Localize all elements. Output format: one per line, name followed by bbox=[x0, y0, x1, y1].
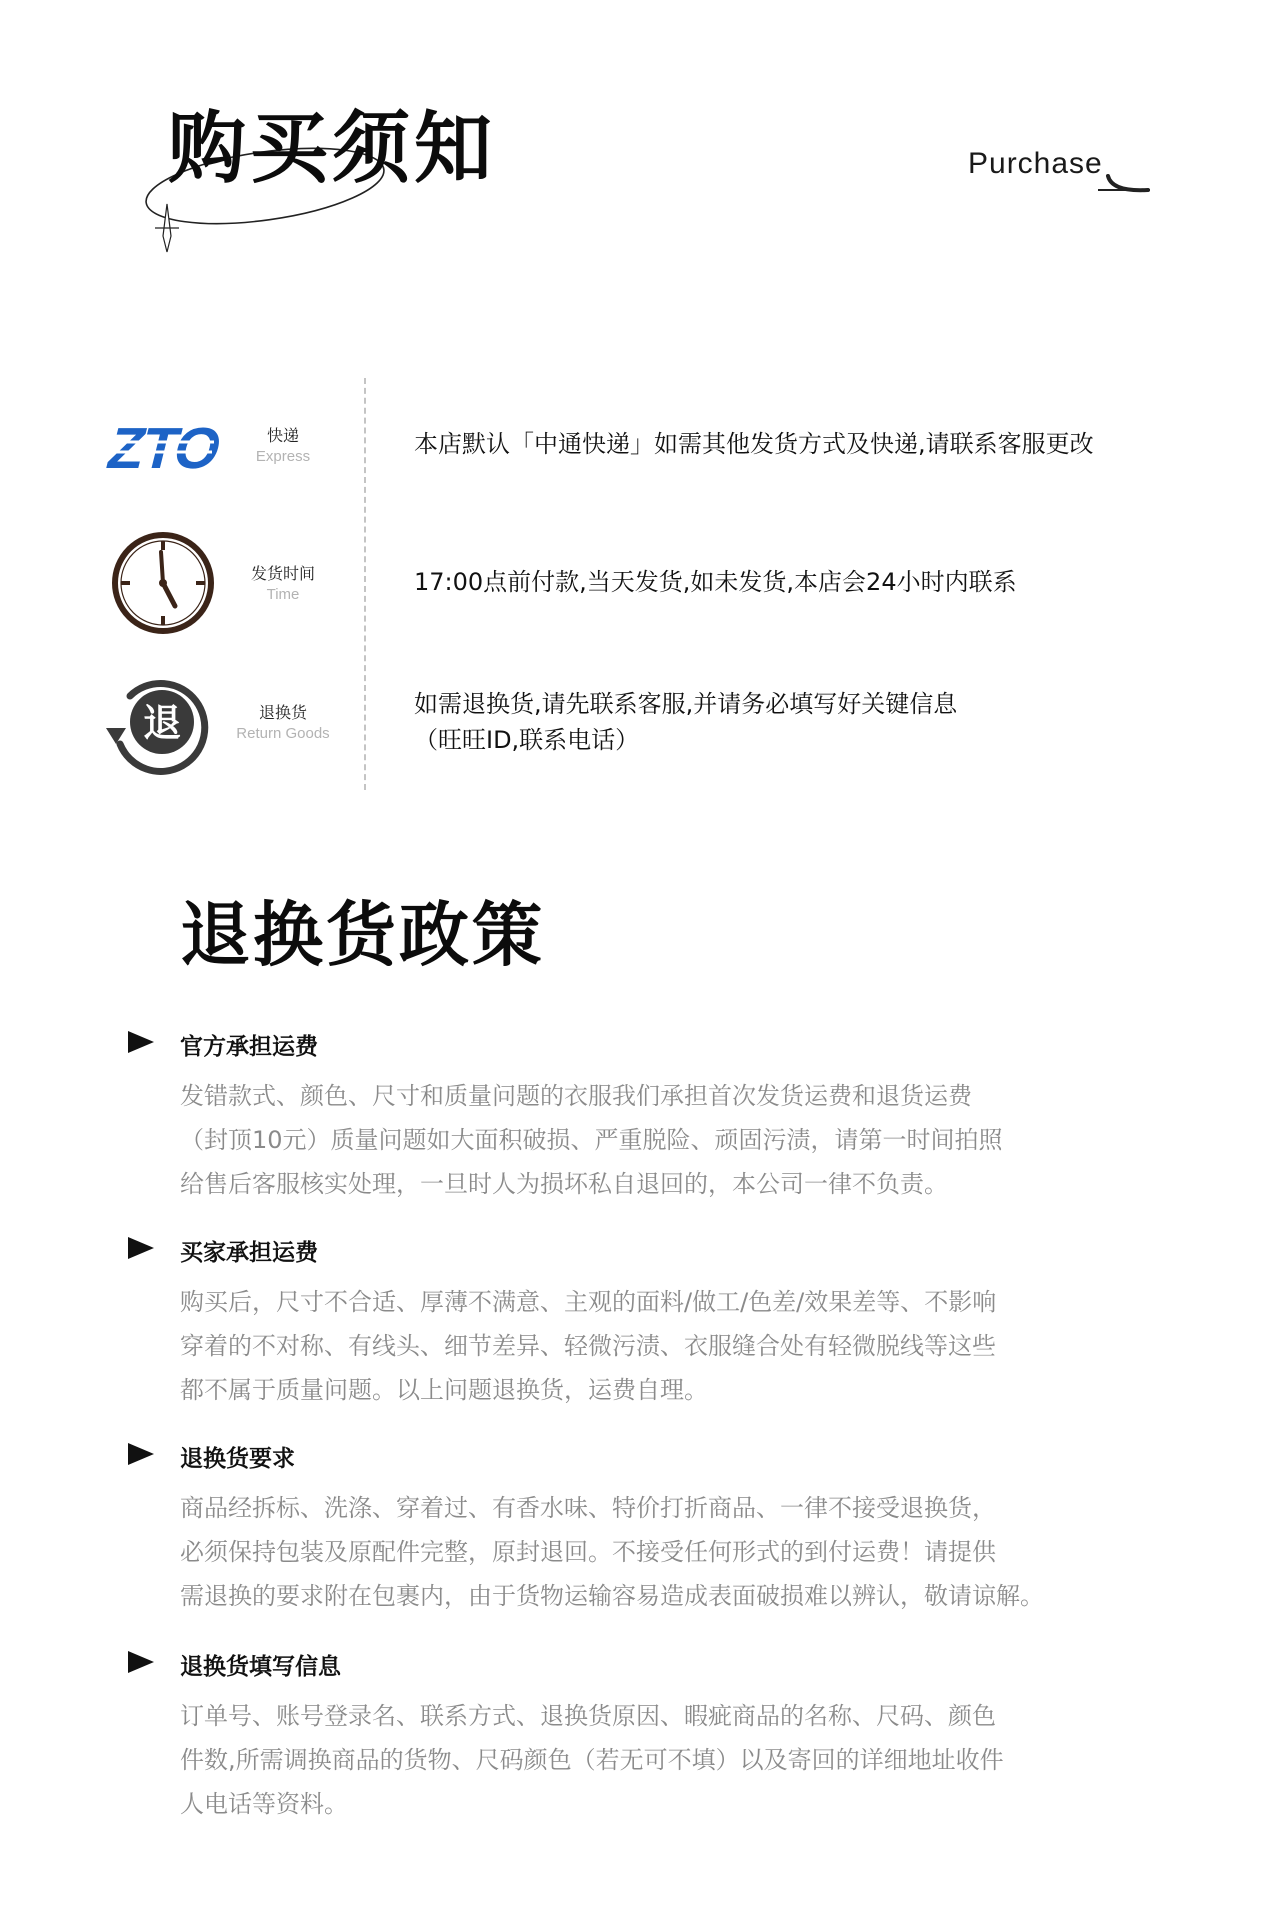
section-line: 人电话等资料。 bbox=[180, 1790, 348, 1818]
policy-title: 退换货政策 bbox=[180, 894, 545, 976]
return-icon bbox=[100, 668, 210, 778]
express-text: 本店默认「中通快递」如需其他发货方式及快递,请联系客服更改 bbox=[414, 430, 1094, 458]
section-heading: 买家承担运费 bbox=[180, 1240, 318, 1266]
section-line: （封顶10元）质量问题如大面积破损、严重脱险、顽固污渍，请第一时间拍照 bbox=[180, 1126, 1003, 1154]
section-line: 给售后客服核实处理，一旦时人为损坏私自退回的，本公司一律不负责。 bbox=[180, 1170, 948, 1198]
page-title: 购买须知 bbox=[168, 104, 497, 194]
section-arrow-icon bbox=[128, 1443, 154, 1465]
section-line: 都不属于质量问题。以上问题退换货，运费自理。 bbox=[180, 1376, 708, 1404]
section-arrow-icon bbox=[128, 1031, 154, 1053]
section-line: 穿着的不对称、有线头、细节差异、轻微污渍、衣服缝合处有轻微脱线等这些 bbox=[180, 1332, 996, 1360]
return-label-en: Return Goods bbox=[236, 725, 330, 742]
section-line: 商品经拆标、洗涤、穿着过、有香水味、特价打折商品、一律不接受退换货， bbox=[180, 1494, 996, 1522]
ship-time-label-en: Time bbox=[266, 586, 300, 603]
section-line: 发错款式、颜色、尺寸和质量问题的衣服我们承担首次发货运费和退货运费 bbox=[180, 1082, 972, 1110]
section-arrow-icon bbox=[128, 1237, 154, 1259]
return-badge-char: 退 bbox=[142, 701, 182, 745]
return-label: 退换货 bbox=[258, 703, 307, 722]
section-line: 必须保持包装及原配件完整，原封退回。不接受任何形式的到付运费！请提供 bbox=[180, 1538, 996, 1566]
ship-time-label: 发货时间 bbox=[250, 564, 315, 583]
zto-logo-text: ZTO bbox=[101, 416, 220, 481]
return-text-line-1: 如需退换货,请先联系客服,并请务必填写好关键信息 bbox=[414, 690, 958, 718]
clock-icon bbox=[108, 528, 218, 638]
page-subtitle: Purchase bbox=[968, 147, 1103, 180]
ship-time-text: 17:00点前付款,当天发货,如未发货,本店会24小时内联系 bbox=[414, 568, 1017, 596]
section-line: 件数,所需调换商品的货物、尺码颜色（若无可不填）以及寄回的详细地址收件 bbox=[180, 1746, 1004, 1774]
section-line: 购买后，尺寸不合适、厚薄不满意、主观的面料/做工/色差/效果差等、不影响 bbox=[180, 1288, 997, 1316]
section-heading: 退换货填写信息 bbox=[180, 1654, 341, 1680]
zto-logo bbox=[96, 390, 220, 500]
express-label-en: Express bbox=[255, 448, 311, 465]
section-line: 订单号、账号登录名、联系方式、退换货原因、暇疵商品的名称、尺码、颜色 bbox=[180, 1702, 996, 1730]
info-divider bbox=[364, 378, 366, 790]
section-line: 需退换的要求附在包裹内，由于货物运输容易造成表面破损难以辨认，敬请谅解。 bbox=[180, 1582, 1044, 1610]
section-heading: 官方承担运费 bbox=[180, 1034, 318, 1060]
express-label: 快递 bbox=[266, 426, 299, 445]
return-text-line-2: （旺旺ID,联系电话） bbox=[414, 726, 640, 754]
section-heading: 退换货要求 bbox=[180, 1446, 295, 1472]
section-arrow-icon bbox=[128, 1651, 154, 1673]
subtitle-underline-decoration bbox=[1098, 168, 1168, 202]
